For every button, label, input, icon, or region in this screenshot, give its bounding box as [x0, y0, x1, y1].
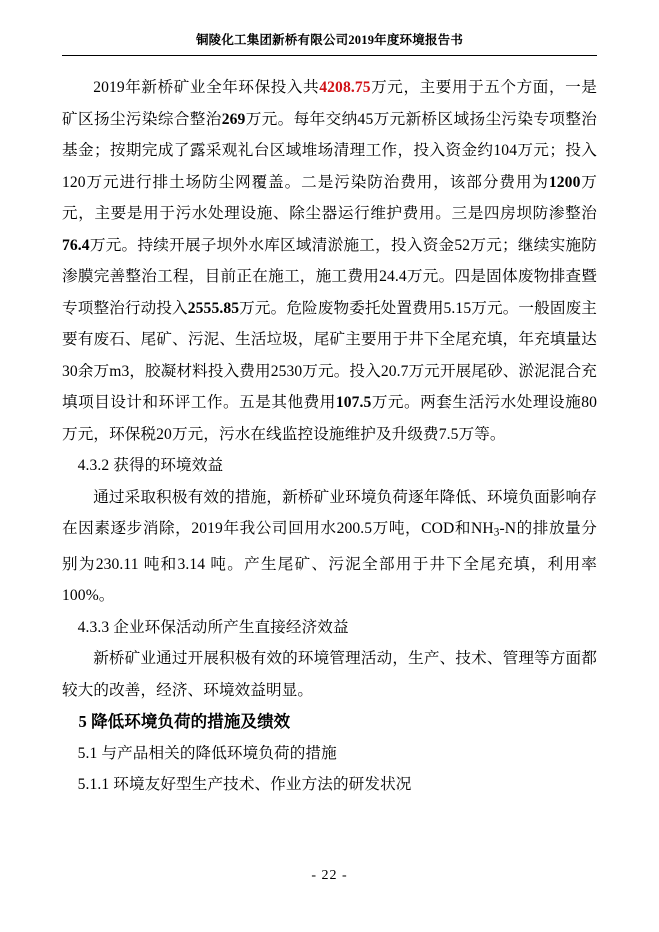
para1-amount-seepage: 76.4: [62, 236, 90, 254]
heading-4-3-2: 4.3.2 获得的环境效益: [77, 457, 224, 474]
para1-amount-solidwaste: 2555.85: [187, 299, 240, 317]
para1-seg1: 2019年新桥矿业全年环保投入共: [93, 79, 320, 96]
para1-seg5: 万元。持续开展子坝外水库区域清淤施工，投入资金52万元；继续实施防渗膜完善整治工程，目前正在施工，施工费用24.4万元。四是固体废物排查暨专项整治行动投入: [62, 236, 597, 317]
para2-part-a: 通过采取积极有效的措施，新桥矿业环境负荷逐年降低、环境负面影响存在因素逐步消除，2019年我公司回用水200.5万吨，COD和NH: [62, 488, 597, 537]
paragraph-environmental-benefit: [62, 482, 597, 612]
paragraph-economic-benefit: 新桥矿业通过开展积极有效的环境管理活动，生产、技术、管理等方面都较大的改善，经济、环境效益明显。: [62, 650, 597, 699]
heading-4-3-3: 4.3.3 企业环保活动所产生直接经济效益: [77, 618, 349, 636]
heading-5: 5 降低环境负荷的措施及缋效: [78, 712, 291, 732]
paragraph-environmental-investment: [62, 72, 597, 450]
page-header: 铜陵化工集团新桥有限公司2019年度环境报告书: [195, 33, 464, 47]
para2-part-b: -N的排放量分别为230.11 吨和3.14 吨。产生尾矿、污泥全部用于井下全尾充填，利用率100%。: [62, 520, 598, 605]
para1-seg3: 万元。每年交纳45万元新桥区域扬尘污染专项整治基金；按期完成了露采观礼台区域堆场清理工作，投入资金约104万元；投入120万元进行排土场防尘网覆盖。二是污染防治费用，该部分费用为: [62, 110, 597, 191]
para1-amount-dust: 269: [221, 110, 246, 128]
para1-seg2: 万元，主要用于五个方面，一是矿区扬尘污染综合整治: [62, 79, 597, 128]
para1-amount-pollution: 1200: [548, 173, 581, 191]
para1-seg4: 万元，主要是用于污水处理设施、除尘器运行维护费用。三是四房坝防渗整治: [62, 173, 597, 222]
para2-subscript: 3: [493, 526, 500, 539]
page-number: - 22 -: [311, 868, 348, 883]
heading-5-1-1: 5.1.1 环境友好型生产技术、作业方法的研发状况: [77, 776, 412, 794]
para1-amount-other: 107.5: [335, 394, 372, 411]
header-divider: [62, 55, 597, 56]
para1-seg6: 万元。危险废物委托处置费用5.15万元。一般固废主要有废石、尾矿、污泥、生活垃圾，尾矿主要用于井下全尾充填，年充填量达30余万m3，胶凝材料投入费用2530万元。投入20.7万元开展尾砂、淤泥混合充填项目设计和环评工作。五是其他费用: [62, 299, 597, 411]
para1-amount-total: 4208.75: [319, 79, 371, 96]
heading-5-1: 5.1 与产品相关的降低环境负荷的措施: [77, 744, 337, 762]
document-body: [62, 72, 597, 801]
para1-seg7: 万元。两套生活污水处理设施80万元，环保税20万元，污水在线监控设施维护及升级费7.5万等。: [62, 394, 597, 443]
